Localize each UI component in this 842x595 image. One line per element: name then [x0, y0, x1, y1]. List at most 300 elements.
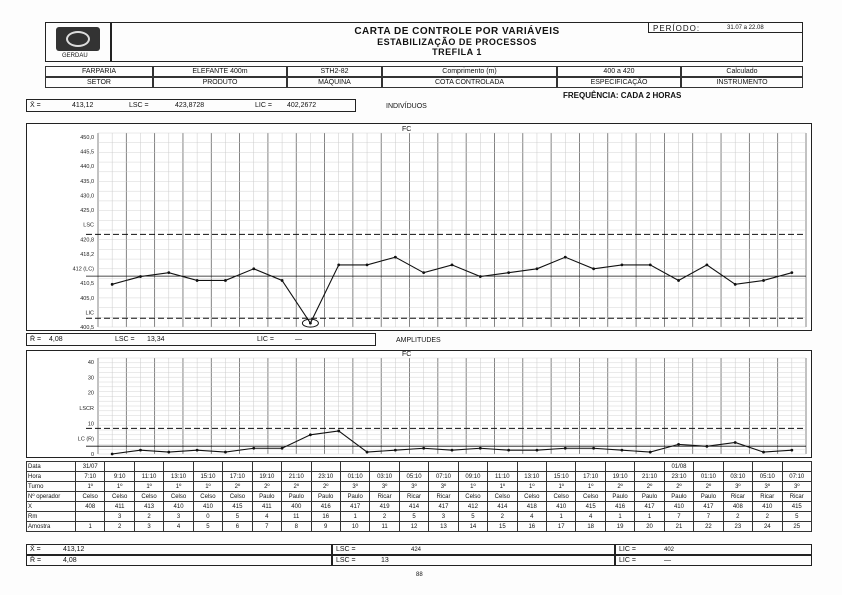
- section-individuos: INDIVÍDUOS: [386, 103, 427, 110]
- rbar-value: 4,08: [49, 336, 63, 343]
- table-cell: 1º: [134, 482, 163, 492]
- r-stats-box: [26, 333, 376, 346]
- data-point: [479, 275, 482, 278]
- y-tick-label: LC (R): [77, 436, 94, 443]
- y-tick-label: 410,5: [80, 281, 94, 288]
- lsc-label: LSC =: [129, 102, 149, 109]
- table-cell: 400: [282, 502, 311, 512]
- data-point: [281, 447, 284, 450]
- data-point: [507, 271, 510, 274]
- footer-xbar-label: X̄ =: [30, 546, 41, 553]
- table-row: [27, 472, 812, 482]
- table-cell: 7: [252, 522, 281, 532]
- info-produto-label: PRODUTO: [153, 77, 287, 88]
- table-cell: 6: [223, 522, 252, 532]
- data-point: [564, 447, 567, 450]
- data-point: [621, 264, 624, 267]
- table-cell: [252, 462, 281, 472]
- title-line-3: TREFILA 1: [432, 47, 482, 57]
- data-point: [734, 283, 737, 286]
- table-cell: 5: [458, 512, 487, 522]
- table-cell: 418: [517, 502, 546, 512]
- table-cell: 15: [488, 522, 517, 532]
- table-cell: 19:10: [252, 472, 281, 482]
- table-row: [27, 482, 812, 492]
- y-tick-label: 400,5: [80, 325, 94, 331]
- data-point: [705, 264, 708, 267]
- table-cell: Paulo: [635, 492, 664, 502]
- data-point: [111, 453, 114, 456]
- title-line-1: CARTA DE CONTROLE POR VARIÁVEIS: [354, 26, 560, 37]
- table-cell: 10: [340, 522, 369, 532]
- data-point: [536, 267, 539, 270]
- data-point: [252, 267, 255, 270]
- table-cell: 03:10: [723, 472, 752, 482]
- y-tick-label: 412 (LC): [72, 266, 94, 273]
- table-cell: 25: [782, 522, 812, 532]
- table-cell: 2º: [635, 482, 664, 492]
- y-tick-label: 10: [87, 421, 94, 428]
- table-cell: [370, 462, 399, 472]
- table-cell: [694, 462, 723, 472]
- table-cell: 7:10: [76, 472, 105, 482]
- y-tick-label: 440,0: [80, 164, 94, 171]
- table-cell: [429, 462, 458, 472]
- table-cell: 2º: [282, 482, 311, 492]
- footer-lscr-value: 13: [381, 557, 389, 564]
- table-cell: 2º: [311, 482, 340, 492]
- data-point: [196, 279, 199, 282]
- frequencia: FREQUÊNCIA: CADA 2 HORAS: [563, 91, 682, 100]
- y-tick-label: 40: [87, 360, 94, 366]
- table-cell: 2: [753, 512, 782, 522]
- table-cell: 1: [340, 512, 369, 522]
- table-cell: 1: [76, 522, 105, 532]
- table-cell: [605, 462, 634, 472]
- data-point: [196, 449, 199, 452]
- table-cell: 411: [105, 502, 134, 512]
- table-cell: Paulo: [694, 492, 723, 502]
- table-cell: [311, 462, 340, 472]
- table-cell: [76, 512, 105, 522]
- data-point: [337, 430, 340, 433]
- table-row-label: Amostra: [27, 522, 76, 532]
- data-point: [139, 275, 142, 278]
- info-produto-value: ELEFANTE 400m: [153, 66, 287, 77]
- periodo-box: [648, 22, 803, 33]
- data-point: [224, 451, 227, 454]
- logo-text: GERDAU: [62, 53, 88, 59]
- table-cell: [105, 462, 134, 472]
- page-number: 88: [416, 572, 423, 578]
- y-tick-label: LSC: [83, 222, 94, 229]
- chart-frame: [27, 351, 812, 458]
- table-cell: 415: [223, 502, 252, 512]
- table-cell: 5: [782, 512, 812, 522]
- table-cell: Ricar: [782, 492, 812, 502]
- table-cell: 7: [664, 512, 693, 522]
- data-point: [479, 447, 482, 450]
- y-tick-label: LIC: [85, 310, 94, 317]
- y-tick-label: 20: [87, 390, 94, 397]
- data-point: [422, 447, 425, 450]
- table-cell: Ricar: [399, 492, 428, 502]
- table-cell: [282, 462, 311, 472]
- table-cell: 31/07: [76, 462, 105, 472]
- xbar-stats-box: [26, 99, 356, 112]
- table-cell: Paulo: [282, 492, 311, 502]
- footer-r-value: 4,08: [63, 557, 77, 564]
- table-cell: 415: [576, 502, 605, 512]
- data-point: [139, 449, 142, 452]
- info-instrumento-value: Calculado: [681, 66, 803, 77]
- table-cell: 1º: [105, 482, 134, 492]
- table-cell: 410: [164, 502, 193, 512]
- table-cell: 2º: [664, 482, 693, 492]
- data-point: [762, 279, 765, 282]
- table-cell: 05:10: [753, 472, 782, 482]
- table-cell: 417: [429, 502, 458, 512]
- table-cell: Ricar: [370, 492, 399, 502]
- data-point: [592, 447, 595, 450]
- info-cota-value: Comprimento (m): [382, 66, 557, 77]
- data-point: [762, 451, 765, 454]
- table-cell: 15:10: [547, 472, 576, 482]
- table-cell: 16: [311, 512, 340, 522]
- table-cell: 23: [723, 522, 752, 532]
- data-point: [451, 449, 454, 452]
- table-cell: 21: [664, 522, 693, 532]
- licr-label: LIC =: [257, 336, 274, 343]
- table-row: [27, 512, 812, 522]
- table-cell: 3: [134, 522, 163, 532]
- table-cell: 2: [488, 512, 517, 522]
- table-cell: Celso: [76, 492, 105, 502]
- table-cell: 05:10: [399, 472, 428, 482]
- table-cell: 07:10: [782, 472, 812, 482]
- table-cell: 24: [753, 522, 782, 532]
- table-cell: 7: [694, 512, 723, 522]
- table-cell: 13:10: [164, 472, 193, 482]
- data-point: [167, 271, 170, 274]
- table-cell: 3º: [340, 482, 369, 492]
- table-cell: 21:10: [635, 472, 664, 482]
- info-espec-label: ESPECIFICAÇÃO: [557, 77, 681, 88]
- footer-licr-label: LIC =: [619, 557, 636, 564]
- table-row-label: Hora: [27, 472, 76, 482]
- table-cell: 4: [576, 512, 605, 522]
- footer-lic-label: LIC =: [619, 546, 636, 553]
- table-cell: Celso: [105, 492, 134, 502]
- info-espec-value: 400 a 420: [557, 66, 681, 77]
- table-row-label: Data: [27, 462, 76, 472]
- table-cell: 17:10: [576, 472, 605, 482]
- table-cell: Paulo: [664, 492, 693, 502]
- table-cell: 19: [605, 522, 634, 532]
- table-cell: 408: [723, 502, 752, 512]
- range-chart: [26, 350, 812, 458]
- y-tick-label: 418,2: [80, 251, 94, 258]
- table-cell: Paulo: [311, 492, 340, 502]
- table-cell: 21:10: [282, 472, 311, 482]
- section-amplitudes: AMPLITUDES: [396, 337, 441, 344]
- table-cell: 412: [458, 502, 487, 512]
- data-point: [422, 271, 425, 274]
- table-cell: 413: [134, 502, 163, 512]
- table-cell: 17: [547, 522, 576, 532]
- table-cell: 1º: [576, 482, 605, 492]
- table-cell: [399, 462, 428, 472]
- data-point: [394, 449, 397, 452]
- y-tick-label: 420,8: [80, 237, 94, 244]
- data-point: [309, 433, 312, 436]
- data-point: [252, 447, 255, 450]
- data-point: [224, 279, 227, 282]
- table-cell: 13: [429, 522, 458, 532]
- table-cell: Celso: [134, 492, 163, 502]
- chart-frame: [27, 124, 812, 331]
- data-point: [507, 449, 510, 452]
- table-cell: 416: [605, 502, 634, 512]
- table-cell: 16: [517, 522, 546, 532]
- data-point: [366, 264, 369, 267]
- lic-label: LIC =: [255, 102, 272, 109]
- lsc-value: 423,8728: [175, 102, 205, 109]
- table-cell: Paulo: [340, 492, 369, 502]
- table-cell: 5: [399, 512, 428, 522]
- data-point: [649, 264, 652, 267]
- table-cell: Ricar: [429, 492, 458, 502]
- table-row: [27, 492, 812, 502]
- table-cell: 414: [399, 502, 428, 512]
- chart-title: FC: [402, 126, 412, 133]
- table-row-label: X: [27, 502, 76, 512]
- table-cell: 8: [282, 522, 311, 532]
- table-cell: 1º: [76, 482, 105, 492]
- table-cell: [753, 462, 782, 472]
- table-cell: [223, 462, 252, 472]
- table-cell: 07:10: [429, 472, 458, 482]
- y-tick-label: 435,0: [80, 178, 94, 185]
- table-cell: 19:10: [605, 472, 634, 482]
- table-cell: 01:10: [694, 472, 723, 482]
- table-cell: [458, 462, 487, 472]
- table-cell: 2: [370, 512, 399, 522]
- table-cell: 4: [252, 512, 281, 522]
- table-cell: Ricar: [753, 492, 782, 502]
- table-cell: 13:10: [517, 472, 546, 482]
- data-point: [734, 441, 737, 444]
- y-tick-label: 425,0: [80, 208, 94, 215]
- table-cell: 1º: [547, 482, 576, 492]
- footer-r-label: R̄ =: [30, 557, 42, 564]
- table-cell: 0: [193, 512, 222, 522]
- table-row-label: Rm: [27, 512, 76, 522]
- y-tick-label: 0: [90, 452, 94, 458]
- footer-lsc-value: 424: [411, 547, 422, 553]
- data-point: [167, 451, 170, 454]
- info-cota-label: COTA CONTROLADA: [382, 77, 557, 88]
- table-cell: 3: [164, 512, 193, 522]
- info-setor-value: FARPARIA: [45, 66, 153, 77]
- logo-icon: [56, 27, 100, 51]
- table-cell: 4: [517, 512, 546, 522]
- periodo-value: 31.07 a 22.08: [727, 25, 764, 31]
- table-cell: 17:10: [223, 472, 252, 482]
- table-cell: 23:10: [664, 472, 693, 482]
- table-cell: 1º: [193, 482, 222, 492]
- table-cell: 23:10: [311, 472, 340, 482]
- table-cell: 01/08: [664, 462, 693, 472]
- table-cell: Paulo: [605, 492, 634, 502]
- lscr-label: LSC =: [115, 336, 135, 343]
- table-cell: 2º: [694, 482, 723, 492]
- lic-value: 402,2672: [287, 102, 317, 109]
- table-cell: [340, 462, 369, 472]
- rbar-label: R̄ =: [30, 336, 42, 343]
- table-cell: 14: [458, 522, 487, 532]
- data-point: [451, 264, 454, 267]
- footer-lic-value: 402: [664, 547, 675, 553]
- table-cell: 2: [134, 512, 163, 522]
- table-cell: 1: [635, 512, 664, 522]
- data-point: [592, 267, 595, 270]
- table-cell: 3º: [782, 482, 812, 492]
- y-tick-label: 405,0: [80, 295, 94, 302]
- table-cell: 3º: [399, 482, 428, 492]
- table-cell: 11:10: [488, 472, 517, 482]
- y-tick-label: 450,0: [80, 135, 94, 141]
- data-point: [337, 264, 340, 267]
- data-table: [26, 461, 812, 532]
- table-cell: 2º: [252, 482, 281, 492]
- table-cell: 3: [429, 512, 458, 522]
- table-cell: 03:10: [370, 472, 399, 482]
- table-cell: Celso: [517, 492, 546, 502]
- data-point: [564, 256, 567, 259]
- table-cell: 12: [399, 522, 428, 532]
- table-cell: 18: [576, 522, 605, 532]
- table-cell: Ricar: [723, 492, 752, 502]
- table-cell: [576, 462, 605, 472]
- table-cell: 11: [370, 522, 399, 532]
- individuals-chart: [26, 123, 812, 331]
- table-cell: 2º: [605, 482, 634, 492]
- table-cell: 9:10: [105, 472, 134, 482]
- data-point: [705, 445, 708, 448]
- table-cell: Paulo: [252, 492, 281, 502]
- footer-xbar-value: 413,12: [63, 546, 85, 553]
- footer-lscr-label: LSC =: [336, 557, 356, 564]
- table-cell: 414: [488, 502, 517, 512]
- y-tick-label: 445,5: [80, 149, 94, 156]
- table-row-label: Nº operador: [27, 492, 76, 502]
- table-cell: Celso: [164, 492, 193, 502]
- table-cell: 3º: [753, 482, 782, 492]
- data-point: [281, 279, 284, 282]
- table-cell: 2: [723, 512, 752, 522]
- y-tick-label: LSCR: [79, 406, 94, 412]
- table-cell: [782, 462, 812, 472]
- data-point: [677, 279, 680, 282]
- table-cell: 1º: [488, 482, 517, 492]
- info-instrumento-label: INSTRUMENTO: [681, 77, 803, 88]
- table-cell: 410: [664, 502, 693, 512]
- table-cell: 3º: [723, 482, 752, 492]
- table-cell: 415: [782, 502, 812, 512]
- table-cell: 417: [635, 502, 664, 512]
- table-cell: [635, 462, 664, 472]
- table-cell: 11:10: [134, 472, 163, 482]
- chart-title: FC: [402, 351, 412, 358]
- table-cell: 2: [105, 522, 134, 532]
- table-cell: Celso: [458, 492, 487, 502]
- table-cell: 15:10: [193, 472, 222, 482]
- table-cell: 5: [223, 512, 252, 522]
- table-cell: [723, 462, 752, 472]
- table-cell: 3º: [370, 482, 399, 492]
- data-point: [621, 449, 624, 452]
- table-cell: 22: [694, 522, 723, 532]
- table-cell: 1º: [458, 482, 487, 492]
- table-cell: 408: [76, 502, 105, 512]
- table-cell: Celso: [223, 492, 252, 502]
- table-cell: 410: [753, 502, 782, 512]
- table-cell: 3º: [429, 482, 458, 492]
- table-row-label: Turno: [27, 482, 76, 492]
- table-cell: [547, 462, 576, 472]
- table-cell: 9: [311, 522, 340, 532]
- data-point: [536, 449, 539, 452]
- table-cell: [193, 462, 222, 472]
- data-point: [111, 283, 114, 286]
- table-cell: 09:10: [458, 472, 487, 482]
- table-cell: 1: [547, 512, 576, 522]
- footer-licr-value: —: [664, 557, 671, 564]
- footer-lsc-label: LSC =: [336, 546, 356, 553]
- info-maquina-value: STH2-82: [287, 66, 382, 77]
- table-cell: 416: [311, 502, 340, 512]
- table-cell: 20: [635, 522, 664, 532]
- data-point: [790, 449, 793, 452]
- y-tick-label: 30: [87, 375, 94, 382]
- data-point: [366, 451, 369, 454]
- lscr-value: 13,34: [147, 336, 165, 343]
- data-point: [677, 443, 680, 446]
- table-cell: 11: [282, 512, 311, 522]
- table-cell: 417: [340, 502, 369, 512]
- table-cell: 1º: [164, 482, 193, 492]
- table-cell: [517, 462, 546, 472]
- table-cell: 2º: [223, 482, 252, 492]
- data-point: [790, 271, 793, 274]
- table-cell: 410: [193, 502, 222, 512]
- table-cell: 411: [252, 502, 281, 512]
- table-row: [27, 502, 812, 512]
- xbar-value: 413,12: [72, 102, 94, 109]
- table-cell: 417: [694, 502, 723, 512]
- info-setor-label: SETOR: [45, 77, 153, 88]
- data-point: [649, 451, 652, 454]
- table-cell: [488, 462, 517, 472]
- y-tick-label: 430,0: [80, 193, 94, 200]
- logo-box: [45, 22, 111, 62]
- xbar-label: X̄ =: [30, 102, 41, 109]
- periodo-label: PERÍODO:: [653, 24, 701, 33]
- data-point: [309, 322, 312, 325]
- licr-value: —: [295, 336, 302, 343]
- table-cell: 01:10: [340, 472, 369, 482]
